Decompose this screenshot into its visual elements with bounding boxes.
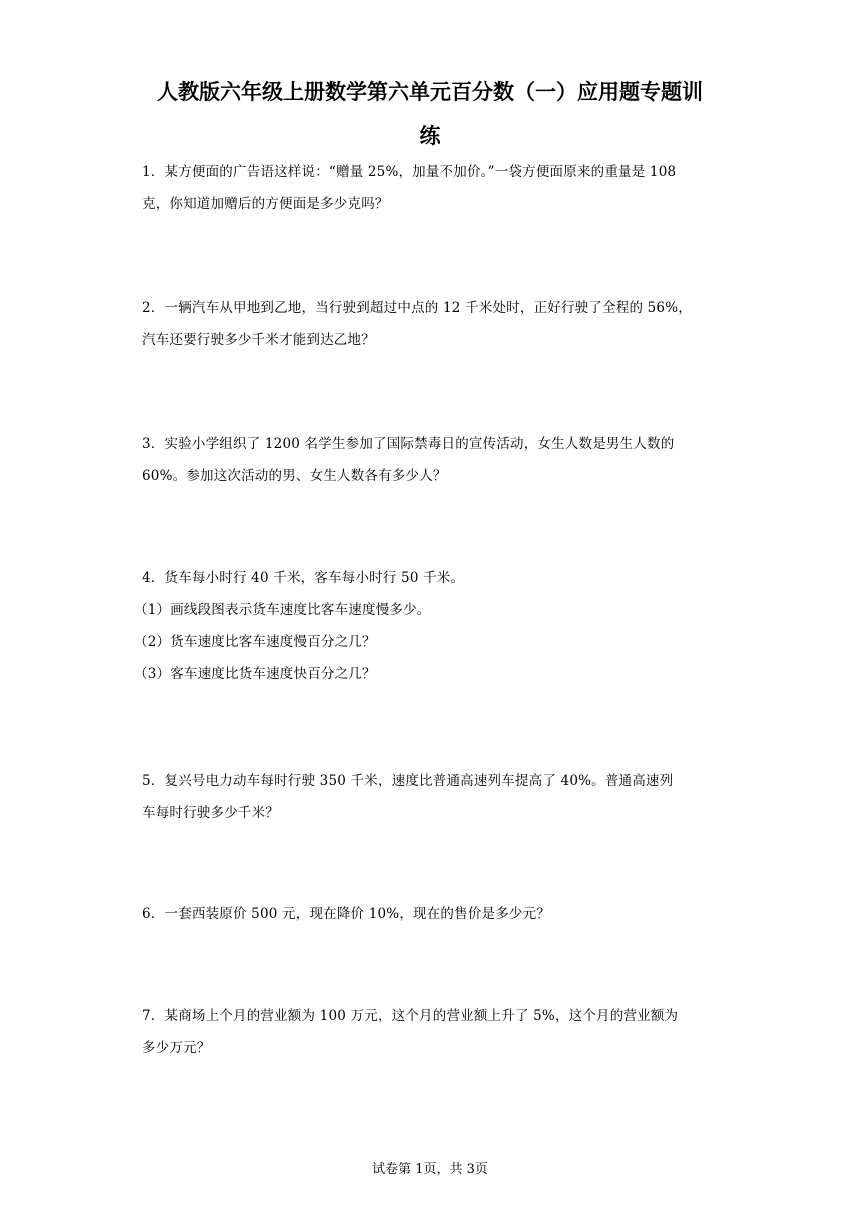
question-7-line-2: 多少万元？ bbox=[142, 1040, 211, 1056]
question-1-line-2: 克，你知道加赠后的方便面是多少克吗？ bbox=[142, 196, 389, 212]
question-3-line-1: 3．实验小学组织了 1200 名学生参加了国际禁毒日的宣传活动，女生人数是男生人数的 bbox=[142, 436, 675, 452]
question-4-line-1: 4．货车每小时行 40 千米，客车每小时行 50 千米。 bbox=[142, 570, 465, 586]
question-4 bbox=[134, 562, 722, 690]
question-5-line-2: 车每时行驶多少千米？ bbox=[142, 805, 279, 821]
question-1-line-1: 1．某方便面的广告语这样说：“赠量 25%，加量不加价。”一袋方便面原来的重量是 108 bbox=[142, 164, 677, 180]
question-5 bbox=[142, 765, 722, 829]
page-footer: 试卷第 1页，共 3页 bbox=[372, 1162, 488, 1177]
question-4-part-3: （3）客车速度比货车速度快百分之几？ bbox=[134, 666, 376, 682]
question-6-line-1: 6．一套西装原价 500 元，现在降价 10%，现在的售价是多少元？ bbox=[142, 906, 551, 922]
question-7-line-1: 7．某商场上个月的营业额为 100 万元，这个月的营业额上升了 5%，这个月的营业额为 bbox=[142, 1008, 679, 1024]
question-4-part-2: （2）货车速度比客车速度慢百分之几？ bbox=[134, 634, 376, 650]
question-4-part-1: （1）画线段图表示货车速度比客车速度慢多少。 bbox=[134, 602, 431, 618]
document-title bbox=[120, 70, 740, 158]
question-3-line-2: 60%。参加这次活动的男、女生人数各有多少人？ bbox=[142, 468, 447, 484]
question-7 bbox=[142, 1000, 722, 1064]
question-6 bbox=[142, 898, 722, 930]
question-5-line-1: 5．复兴号电力动车每时行驶 350 千米，速度比普通高速列车提高了 40%。普通高速列 bbox=[142, 773, 674, 789]
question-2-line-2: 汽车还要行驶多少千米才能到达乙地？ bbox=[142, 332, 375, 348]
question-2 bbox=[142, 292, 722, 356]
title-line-1: 人教版六年级上册数学第六单元百分数（一）应用题专题训 bbox=[157, 80, 703, 104]
title-line-2: 练 bbox=[419, 124, 441, 148]
question-2-line-1: 2．一辆汽车从甲地到乙地，当行驶到超过中点的 12 千米处时，正好行驶了全程的 56%， bbox=[142, 300, 692, 316]
question-1 bbox=[142, 156, 722, 220]
question-3 bbox=[142, 428, 722, 492]
